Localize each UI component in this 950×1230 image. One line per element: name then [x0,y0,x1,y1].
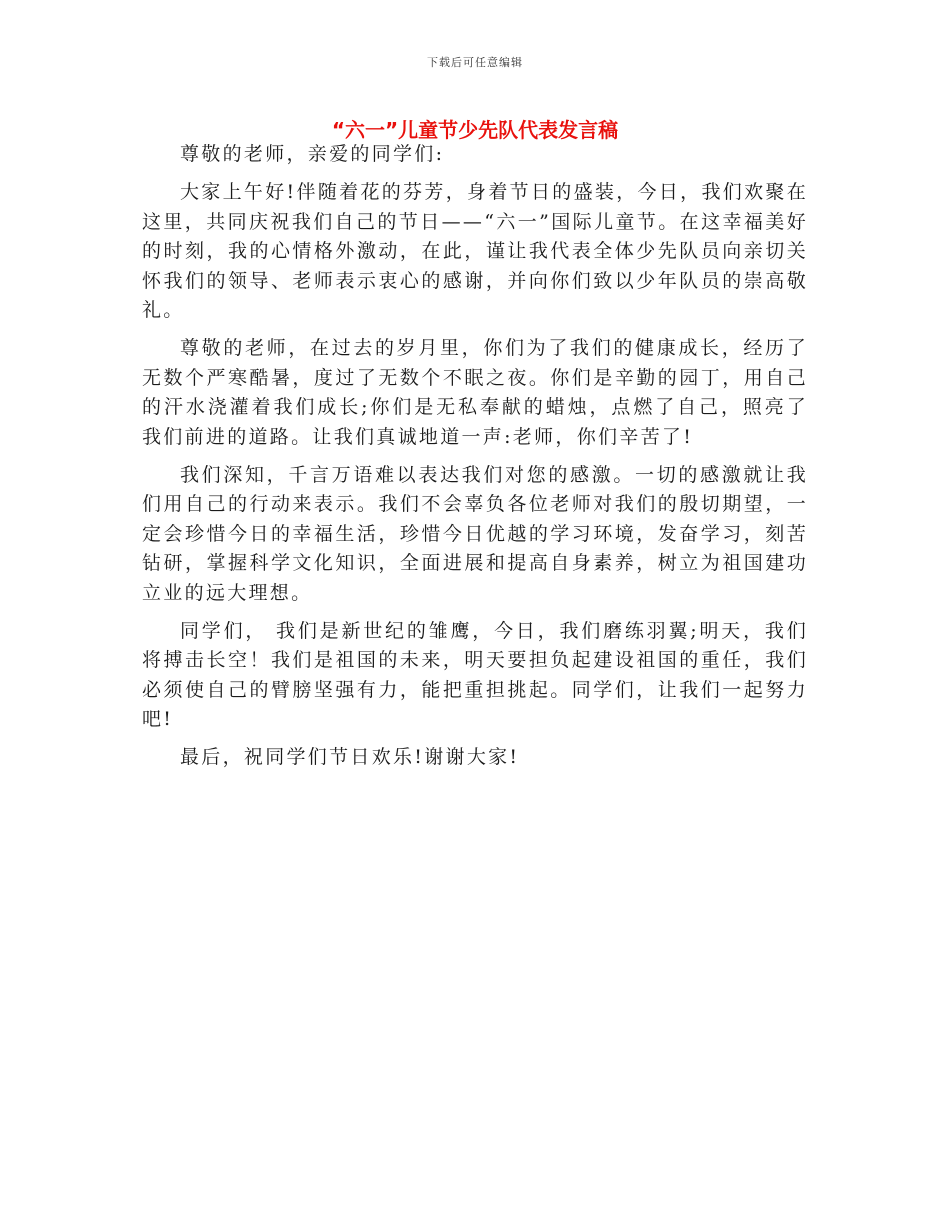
paragraph-gratitude: 我们深知，千言万语难以表达我们对您的感激。一切的感激就让我们用自己的行动来表示。我们不会辜负各位老师对我们的殷切期望，一定会珍惜今日的幸福生活，珍惜今日优越的学习环境，发奋学习，刻苦钻研，掌握科学文化知识，全面进展和提高自身素养，树立为祖国建功立业的远大理想。 [142,463,808,604]
document-title: “六一”儿童节少先队代表发言稿 [331,118,619,142]
paragraph-teachers: 尊敬的老师，在过去的岁月里，你们为了我们的健康成长，经历了无数个严寒酷暑，度过了无数个不眠之夜。你们是辛勤的园丁，用自己的汗水浇灌着我们成长;你们是无私奉献的蜡烛，点燃了自己，照亮了我们前进的道路。让我们真诚地道一声:老师，你们辛苦了! [142,337,808,448]
header-note: 下载后可任意编辑 [427,56,523,69]
document-body [142,140,808,781]
paragraph-greeting: 尊敬的老师，亲爱的同学们: [180,143,445,165]
paragraph-closing: 最后，祝同学们节日欢乐!谢谢大家! [180,746,520,768]
paragraph-opening: 大家上午好!伴随着花的芬芳，身着节日的盛装，今日，我们欢聚在这里，共同庆祝我们自己的节日——“六一”国际儿童节。在这幸福美好的时刻，我的心情格外激动，在此，谨让我代表全体少先队员向亲切关怀我们的领导、老师表示衷心的感谢，并向你们致以少年队员的崇高敬礼。 [142,181,808,321]
paragraph-classmates: 同学们， 我们是新世纪的雏鹰，今日，我们磨练羽翼;明天，我们将搏击长空！我们是祖国的未来，明天要担负起建设祖国的重任，我们必须使自己的臂膀坚强有力，能把重担挑起。同学们，让我们一起努力吧! [142,619,808,730]
